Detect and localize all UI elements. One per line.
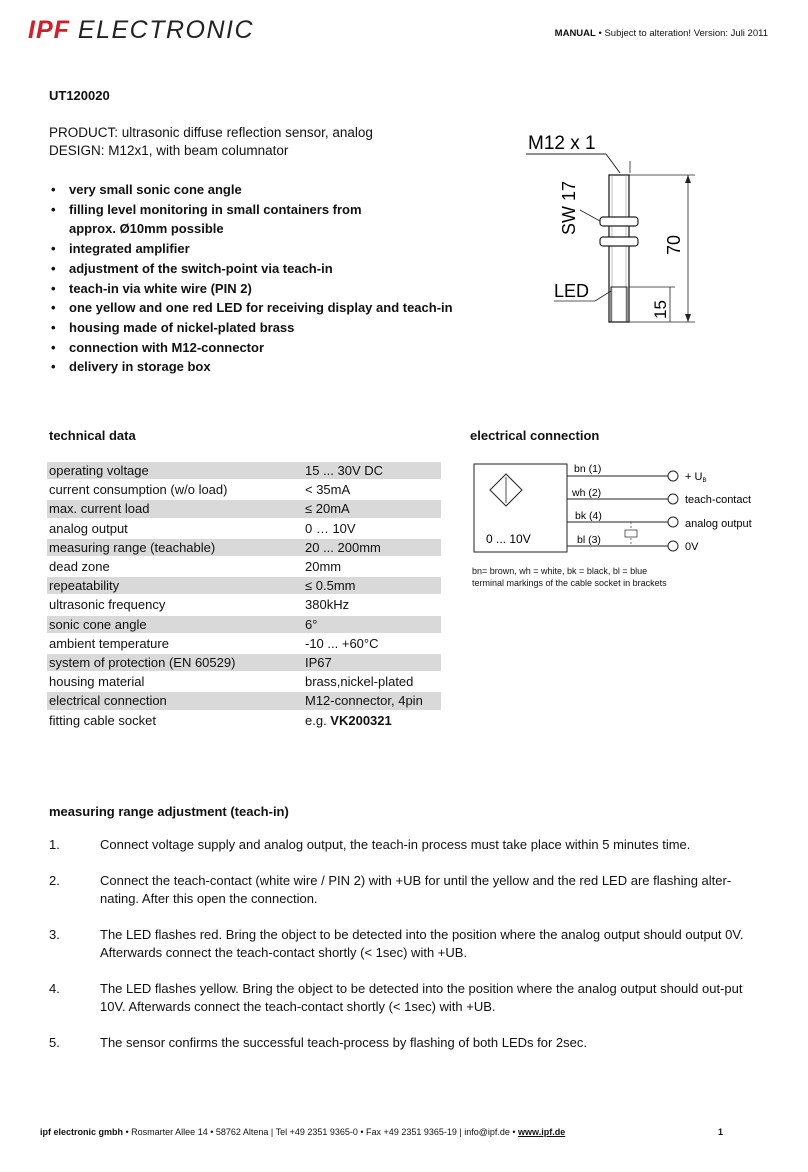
step-text: The LED flashes yellow. Bring the object to be detected into the position where the analog output should out-put 10V. Afterwards connect the teach-contact shortly (< 1sec) with +UB. [100,981,743,1014]
table-row [47,519,441,538]
feature-item: • integrated amplifier [49,239,453,259]
table-row [47,595,441,614]
table-row [47,499,441,518]
step-item [49,836,761,854]
feature-item: • teach-in via white wire (PIN 2) [49,279,453,299]
page-number: 1 [718,1127,724,1137]
footer [40,1127,565,1137]
step-item [49,872,761,908]
step-number: 5. [49,1035,60,1050]
spec-label: analog output [47,519,303,538]
spec-value: ≤ 20mA [303,499,441,518]
terminal-label [685,471,706,484]
spec-label: ambient temperature [47,634,303,653]
technical-data-heading: technical data [49,428,136,443]
step-item [49,980,761,1016]
nut-top [600,217,638,226]
step-number: 3. [49,927,60,942]
feature-text: filling level monitoring in small containers from approx. Ø10mm possible [69,201,362,237]
spec-label: sonic cone angle [47,615,303,634]
feature-item: • one yellow and one red LED for receiving display and teach-in [49,298,453,318]
spec-value: 20 ... 200mm [303,538,441,557]
spec-value: -10 ... +60°C [303,634,441,653]
spec-label: fitting cable socket [47,711,303,730]
wrench-leader [580,210,600,221]
step-text: Connect the teach-contact (white wire / PIN 2) with +UB for until the yellow and the red LED are flashing alter-nating. After this open the connection. [100,873,732,906]
step-text: The sensor confirms the successful teach-process by flashing of both LEDs for 2sec. [100,1035,588,1050]
led-label: LED [554,281,590,301]
header-note [555,28,768,39]
caption-line: terminal markings of the cable socket in brackets [472,578,667,588]
feature-list [49,180,453,377]
teach-in-heading: measuring range adjustment (teach-in) [49,804,289,819]
table-row [47,615,441,634]
wire-label: bn (1) [574,463,602,475]
nut-bottom [600,237,638,246]
product-line: PRODUCT: ultrasonic diffuse reflection sensor, analog [49,125,373,140]
table-row [47,711,441,730]
spec-label: system of protection (EN 60529) [47,653,303,672]
spec-label: operating voltage [47,462,303,480]
wire-label: wh (2) [572,487,602,499]
spec-label: max. current load [47,499,303,518]
spec-value: 6° [303,615,441,634]
table-row [47,576,441,595]
footer-address: • Rosmarter Allee 14 • 58762 Altena | Tel +49 2351 9365-0 • Fax +49 2351 9365-19 | info@ipf.de • [123,1127,519,1137]
step-number: 4. [49,981,60,996]
spec-label: housing material [47,672,303,691]
load-resistor [625,530,637,537]
wiring-diagram [472,458,772,562]
table-row [47,480,441,499]
step-item [49,1034,761,1052]
table-row [47,672,441,691]
spec-value: M12-connector, 4pin [303,691,441,710]
step-number: 1. [49,837,60,852]
spec-value: < 35mA [303,480,441,499]
spec-value: 15 ... 30V DC [303,462,441,480]
spec-value: ≤ 0.5mm [303,576,441,595]
step-text: The LED flashes red. Bring the object to be detected into the position where the analog output should output 0V. Afterwards connect the teach-contact shortly (< 1sec) with +UB. [100,927,744,960]
spec-label: dead zone [47,557,303,576]
connector-section [611,287,627,322]
footer-company: ipf electronic gmbh [40,1127,124,1137]
spec-label: current consumption (w/o load) [47,480,303,499]
step-number: 2. [49,873,60,888]
terminal [668,517,678,527]
step-text: Connect voltage supply and analog output, the teach-in process must take place within 5 minutes time. [100,837,691,852]
table-row [47,538,441,557]
spec-value: 380kHz [303,595,441,614]
table-row [47,691,441,710]
spec-value: IP67 [303,653,441,672]
logo-electronic: ELECTRONIC [77,15,255,44]
table-row [47,653,441,672]
feature-item: • very small sonic cone angle [49,180,453,200]
dim-arrow [685,175,691,183]
manual-label: MANUAL [554,28,596,39]
caption-line: bn= brown, wh = white, bk = black, bl = blue [472,566,648,576]
terminal-subscript: B [702,478,707,484]
spec-value [303,711,441,730]
spec-value: 20mm [303,557,441,576]
thread-leader-diag [606,154,620,173]
logo-ipf: IPF [28,15,70,44]
length-label: 70 [664,234,684,255]
technical-data-table [47,462,441,731]
wiring-caption [472,565,667,589]
spec-label: measuring range (teachable) [47,538,303,557]
step-item [49,926,761,962]
wire-label: bl (3) [577,534,601,546]
feature-item: • connection with M12-connector [49,338,453,358]
spec-value-prefix: e.g. [305,712,331,728]
model-number: UT120020 [49,88,110,103]
version-note: • Subject to alteration! Version: Juli 2011 [598,28,768,39]
feature-item: • housing made of nickel-plated brass [49,318,453,338]
cable-socket-model: VK200321 [330,712,392,728]
range-label: 0 ... 10V [486,532,531,546]
wrench-size-label: SW 17 [559,180,579,235]
spec-value: 0 … 10V [303,519,441,538]
table-row [47,462,441,480]
feature-item: • delivery in storage box [49,357,453,377]
table-row [47,557,441,576]
table-row [47,634,441,653]
terminal-label: analog output [685,518,752,530]
sensor-dimension-drawing [520,125,710,335]
terminal [668,541,678,551]
terminal-label: 0V [685,541,699,553]
wire-label: bk (4) [575,510,602,522]
terminal [668,494,678,504]
dim-arrow [685,314,691,322]
spec-value: brass,nickel-plated [303,672,441,691]
teach-in-steps [49,836,761,1052]
spec-label: electrical connection [47,691,303,710]
footer-website-link[interactable]: www.ipf.de [518,1127,566,1137]
product-description [49,124,373,160]
design-line: DESIGN: M12x1, with beam columnator [49,143,289,158]
terminal [668,471,678,481]
led-length-label: 15 [651,300,670,319]
terminal-label: teach-contact [685,494,752,506]
terminal-label-ub: + U [685,471,703,483]
company-logo [28,14,254,46]
thread-label: M12 x 1 [528,133,596,154]
spec-label: ultrasonic frequency [47,595,303,614]
feature-item [49,200,453,239]
spec-label: repeatability [47,576,303,595]
electrical-connection-heading: electrical connection [470,428,600,443]
feature-item: • adjustment of the switch-point via teach-in [49,259,453,279]
